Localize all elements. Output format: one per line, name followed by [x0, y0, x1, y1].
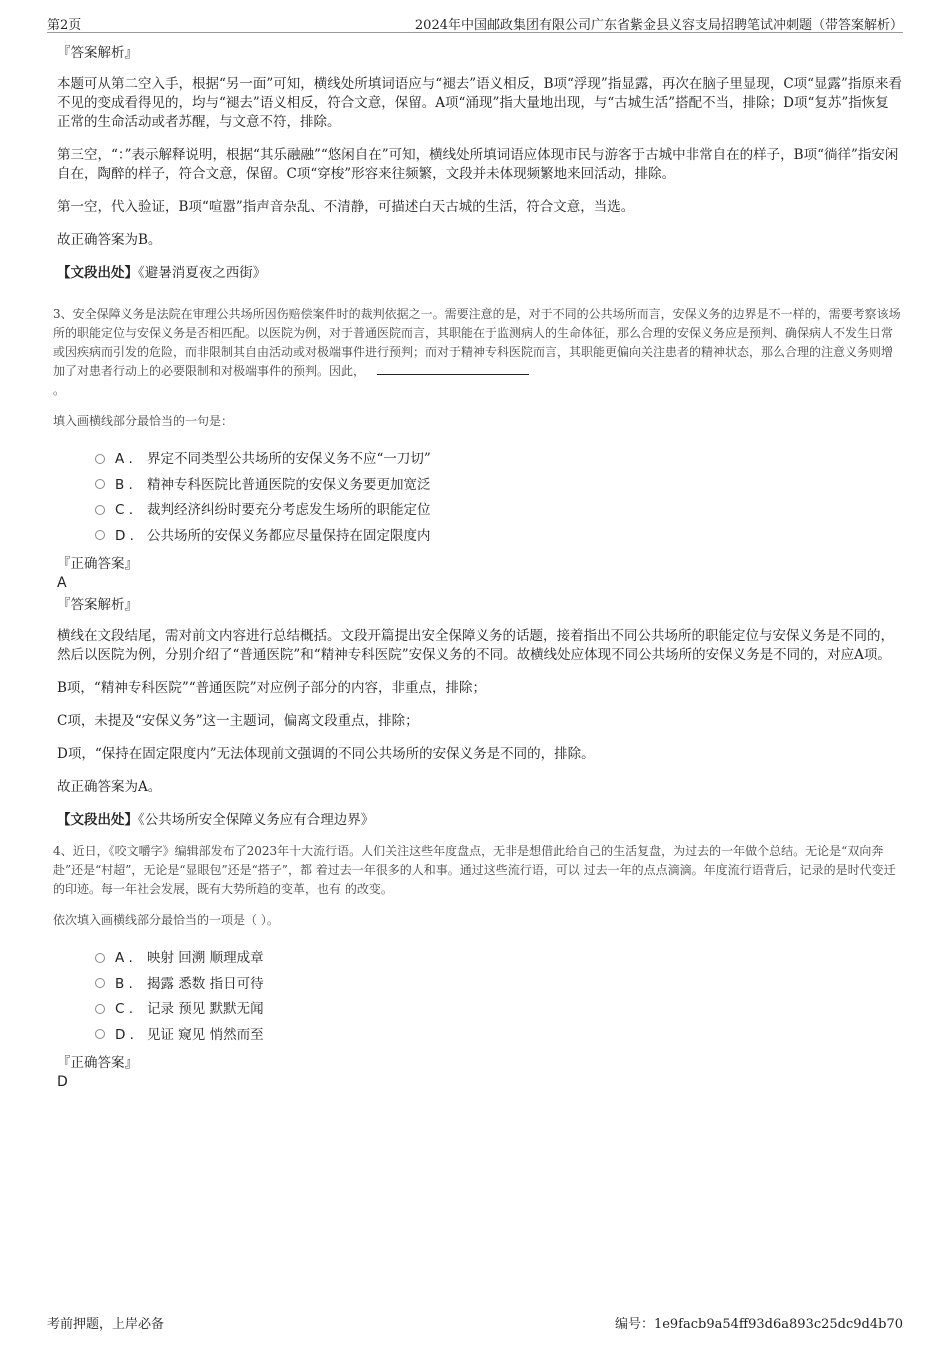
option-text: 揭露 悉数 指日可待 — [147, 975, 264, 992]
answer-label: 『正确答案』 — [57, 1055, 138, 1071]
fill-blank-line — [377, 364, 529, 375]
question-prompt: 依次填入画横线部分最恰当的一项是（ ）。 — [53, 913, 279, 927]
question-4-options — [95, 946, 902, 1048]
analysis-paragraph: 故正确答案为A。 — [57, 779, 162, 795]
option-c[interactable] — [95, 498, 902, 524]
analysis-label: 『答案解析』 — [57, 45, 138, 61]
document-title: 2024年中国邮政集团有限公司广东省紫金县义容支局招聘笔试冲刺题（带答案解析） — [414, 18, 903, 33]
radio-icon[interactable] — [95, 530, 105, 540]
source-label: 【文段出处】 — [57, 812, 138, 828]
correct-answer: A — [57, 575, 67, 591]
analysis-paragraph: 横线在文段结尾，需对前文内容进行总结概括。文段开篇提出安全保障义务的话题，接着指出不同公共场所的职能定位与安保义务是不同的，然后以医院为例，分别介绍了“普通医院”和“精神专科医院”安保义务的不同。故横线处应体现不同公共场所的安保义务是不同的，对应A项。 — [57, 628, 894, 663]
document-id: 编号：1e9facb9a54ff93d6a893c25dc9d4b70 — [614, 1317, 903, 1332]
radio-icon[interactable] — [95, 454, 105, 464]
option-text: 映射 回溯 顺理成章 — [147, 950, 264, 966]
source-text: 《公共场所安全保障义务应有合理边界》 — [138, 812, 375, 828]
source-line — [57, 811, 902, 830]
option-b[interactable] — [95, 972, 902, 998]
analysis-paragraph: 第三空，“：”表示解释说明，根据“其乐融融”“悠闲自在”可知，横线处所填词语应体现市民与游客于古城中非常自在的样子，B项“徜徉”指安闲自在，陶醉的样子，符合文意，保留。C项“穿梭”形容来往频繁，文段并未体现频繁地来回活动，排除。 — [57, 147, 899, 182]
correct-answer: D — [57, 1074, 68, 1090]
question-stem — [53, 305, 902, 400]
option-c[interactable] — [95, 997, 902, 1023]
radio-icon[interactable] — [95, 505, 105, 515]
question-stem: 4、近日，《咬文嚼字》编辑部发布了2023年十大流行语。人们关注这些年度盘点，无非是想借此给自己的生活复盘，为过去的一年做个总结。无论是“双向奔赴”还是“村超”，无论是“显眼包”还是“搭子”，都 着过去一年很多的人和事。通过这些流行语，可以 过去一年的点点滴滴。年度流行语背后，记录的是时代变迁的印迹。每一年社会发展，既有大势所趋的变革，也有 的改变。 — [53, 844, 896, 896]
option-letter: D . — [115, 527, 134, 544]
option-text: 公共场所的安保义务都应尽量保持在固定限度内 — [147, 527, 431, 544]
analysis-label: 『答案解析』 — [57, 597, 138, 613]
analysis-paragraph: 本题可从第二空入手，根据“另一面”可知，横线处所填词语应与“褪去”语义相反，B项“浮现”指显露，再次在脑子里显现，C项“显露”指原来看不见的变成看得见的，均与“褪去”语义相反，符合文意，保留。A项“涌现”指大量地出现，与“古城生活”搭配不当，排除；D项“复苏”指恢复正常的生命活动或者苏醒，与文意不符，排除。 — [57, 76, 902, 130]
option-text: 界定不同类型公共场所的安保义务不应“一刀切” — [147, 451, 431, 467]
source-text: 《避暑消夏夜之西街》 — [138, 265, 267, 281]
question-prompt: 填入画横线部分最恰当的一句是： — [53, 414, 234, 428]
source-line — [57, 264, 902, 283]
option-a[interactable] — [95, 447, 902, 473]
analysis-paragraph: 第一空，代入验证，B项“喧嚣”指声音杂乱、不清静，可描述白天古城的生活，符合文意，当选。 — [57, 199, 635, 215]
option-d[interactable] — [95, 1023, 902, 1049]
source-label: 【文段出处】 — [57, 265, 138, 281]
option-letter: C . — [115, 1001, 134, 1017]
option-text: 见证 窥见 悄然而至 — [147, 1026, 264, 1043]
analysis-paragraph: C项，未提及“安保义务”这一主题词，偏离文段重点，排除； — [57, 713, 419, 729]
page-number: 第2页 — [47, 18, 82, 33]
option-d[interactable] — [95, 524, 902, 550]
question-3-stem-end: 。 — [53, 383, 66, 397]
analysis-paragraph: B项，“精神专科医院”“普通医院”对应例子部分的内容，非重点，排除； — [57, 680, 487, 696]
option-text: 记录 预见 默默无闻 — [147, 1001, 264, 1017]
option-letter: B . — [115, 476, 133, 493]
radio-icon[interactable] — [95, 1004, 105, 1014]
question-3-options — [95, 447, 902, 549]
option-b[interactable] — [95, 473, 902, 499]
analysis-paragraph: D项，“保持在固定限度内”无法体现前文强调的不同公共场所的安保义务是不同的，排除。 — [57, 746, 595, 762]
radio-icon[interactable] — [95, 479, 105, 489]
option-letter: C . — [115, 502, 134, 518]
option-text: 精神专科医院比普通医院的安保义务要更加宽泛 — [147, 476, 431, 493]
radio-icon[interactable] — [95, 1029, 105, 1039]
option-letter: A . — [115, 451, 133, 467]
radio-icon[interactable] — [95, 953, 105, 963]
option-text: 裁判经济纠纷时要充分考虑发生场所的职能定位 — [147, 502, 431, 518]
analysis-paragraph: 故正确答案为B。 — [57, 232, 162, 248]
option-a[interactable] — [95, 946, 902, 972]
answer-label: 『正确答案』 — [57, 556, 138, 572]
footer-slogan: 考前押题，上岸必备 — [47, 1317, 165, 1332]
question-3-text: 3、安全保障义务是法院在审理公共场所因伤赔偿案件时的裁判依据之一。需要注意的是，对于不同的公共场所而言，安保义务的边界是不一样的，需要考察该场所的职能定位与安保义务是否相匹配。以医院为例，对于普通医院而言，其职能在于监测病人的生命体征，那么合理的安保义务应是预判、确保病人不发生日常或因疾病而引发的危险，而非限制其自由活动或对极端事件进行预判；而对于精神专科医院而言，其职能更偏向关注患者的精神状态，那么合理的注意义务则增加了对患者行动上的必要限制和对极端事件的预判。因此， — [53, 307, 901, 378]
page-header — [47, 12, 903, 33]
document-body — [53, 44, 902, 1091]
option-letter: D . — [115, 1026, 134, 1043]
option-letter: B . — [115, 975, 133, 992]
radio-icon[interactable] — [95, 978, 105, 988]
option-letter: A . — [115, 950, 133, 966]
